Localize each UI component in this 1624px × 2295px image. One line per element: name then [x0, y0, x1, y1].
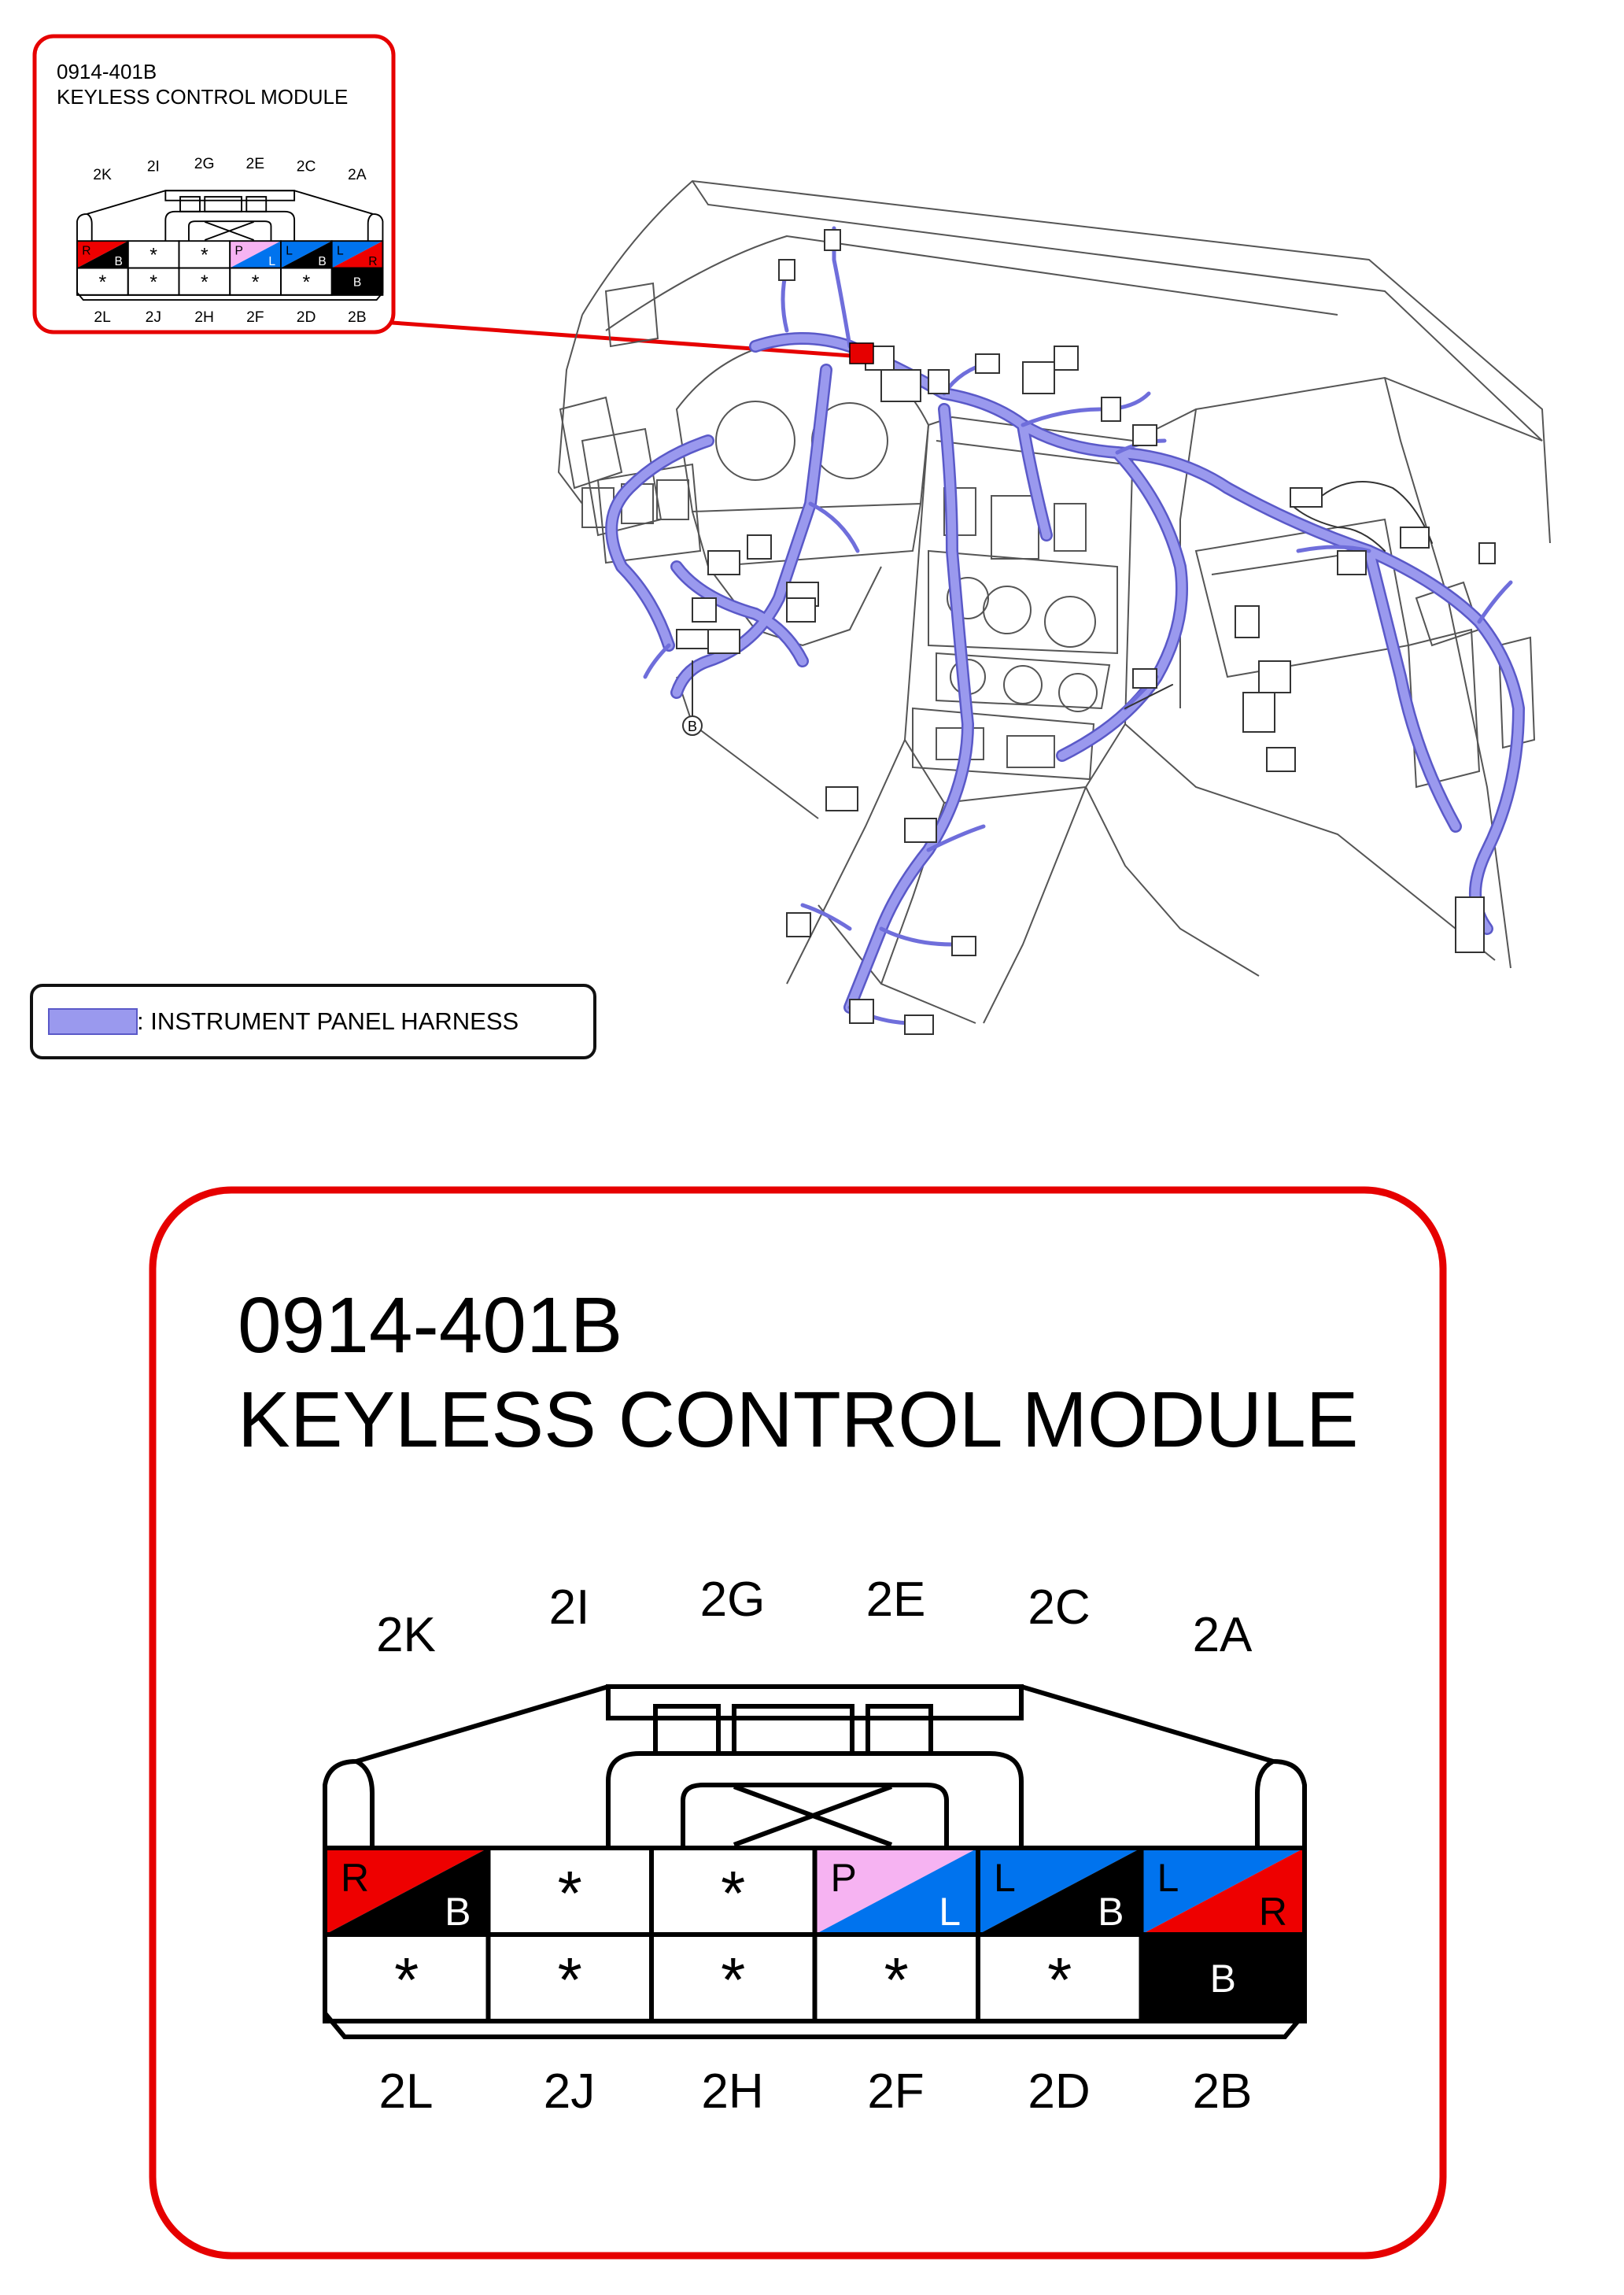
detail-pin-empty-mark: *	[557, 1858, 582, 1928]
inset-pin-empty-mark: *	[251, 272, 260, 294]
detail-pin-color-b: B	[1098, 1890, 1124, 1934]
inset-label-2E: 2E	[245, 155, 265, 173]
detail-pin-2A	[1142, 1848, 1305, 1935]
detail-label-2A: 2A	[1192, 1608, 1253, 1662]
inset-label-2D: 2D	[296, 309, 316, 327]
detail-pin-2B	[1142, 1935, 1305, 2021]
legend	[31, 985, 595, 1058]
detail-pin-color-b: R	[1258, 1890, 1287, 1934]
inset-pin-2B	[332, 268, 383, 295]
inset-title: KEYLESS CONTROL MODULE	[57, 85, 349, 109]
detail-pin-empty-mark: *	[721, 1945, 746, 2015]
inset-pin-empty-mark: *	[200, 272, 209, 294]
ground-label: B	[687, 719, 698, 734]
detail-label-2E: 2E	[866, 1572, 926, 1627]
detail-pin-2C	[978, 1848, 1142, 1935]
detail-label-2J: 2J	[543, 2064, 596, 2119]
inset-pin-empty-mark: *	[200, 244, 209, 267]
detail-label-2B: 2B	[1192, 2064, 1253, 2119]
detail-pin-color-b: B	[445, 1890, 471, 1934]
inset-label-2G: 2G	[194, 155, 215, 173]
detail-pin-color-a: L	[994, 1856, 1016, 1900]
detail-pin-2K	[325, 1848, 489, 1935]
inset-label-2H: 2H	[194, 309, 214, 327]
inset-callout	[35, 36, 393, 332]
inset-pin-color-a: P	[234, 244, 243, 258]
inset-pin-2C	[281, 241, 332, 268]
detail-pin-2E	[815, 1848, 979, 1935]
inset-pin-empty-mark: *	[302, 272, 311, 294]
detail-label-2L: 2L	[378, 2064, 434, 2119]
inset-pin-color-a: L	[286, 244, 293, 258]
inset-pin-2K	[77, 241, 128, 268]
inset-label-2I: 2I	[146, 157, 160, 176]
inset-part-number: 0914-401B	[57, 60, 157, 83]
inset-label-2L: 2L	[94, 309, 111, 327]
detail-label-2D: 2D	[1028, 2064, 1091, 2119]
inset-pin-color-a: L	[336, 244, 344, 258]
detail-part-number: 0914-401B	[238, 1281, 623, 1369]
detail-pin-color-a: B	[1209, 1957, 1236, 2001]
detail-callout	[153, 1190, 1443, 2256]
detail-pin-color-b: L	[939, 1890, 961, 1934]
detail-pin-color-a: P	[830, 1856, 857, 1900]
legend-swatch	[49, 1009, 137, 1034]
inset-pin-color-b: B	[114, 254, 123, 268]
inset-pin-color-b: L	[268, 254, 276, 268]
detail-label-2C: 2C	[1028, 1580, 1091, 1635]
detail-label-2G: 2G	[699, 1572, 766, 1627]
inset-pin-empty-mark: *	[149, 272, 157, 294]
detail-pin-empty-mark: *	[557, 1945, 582, 2015]
inset-label-2J: 2J	[145, 309, 162, 327]
detail-pin-empty-mark: *	[394, 1945, 419, 2015]
inset-label-2C: 2C	[296, 157, 316, 176]
inset-pin-2E	[230, 241, 281, 268]
inset-label-2F: 2F	[246, 309, 264, 327]
detail-pin-empty-mark: *	[721, 1858, 746, 1928]
detail-label-2K: 2K	[376, 1608, 436, 1662]
inset-label-2B: 2B	[348, 309, 367, 327]
detail-label-2F: 2F	[867, 2064, 925, 2119]
detail-label-2I: 2I	[548, 1580, 590, 1635]
inset-label-2A: 2A	[348, 166, 367, 184]
detail-pin-color-a: L	[1157, 1856, 1179, 1900]
detail-label-2H: 2H	[701, 2064, 764, 2119]
ground-callout	[683, 716, 702, 735]
inset-pin-color-b: B	[318, 254, 327, 268]
keyless-module-location	[850, 343, 873, 364]
inset-pin-2A	[332, 241, 383, 268]
inset-pin-empty-mark: *	[149, 244, 157, 267]
detail-pin-color-a: R	[341, 1856, 370, 1900]
legend-label: : INSTRUMENT PANEL HARNESS	[137, 1007, 519, 1035]
inset-label-2K: 2K	[93, 166, 112, 184]
detail-pin-empty-mark: *	[1047, 1945, 1072, 2015]
inset-pin-color-a: R	[82, 244, 91, 258]
detail-title: KEYLESS CONTROL MODULE	[238, 1376, 1359, 1464]
inset-pin-empty-mark: *	[98, 272, 107, 294]
detail-pin-empty-mark: *	[884, 1945, 909, 2015]
inset-pin-color-b: R	[368, 254, 378, 268]
inset-pin-color-a: B	[352, 275, 362, 290]
